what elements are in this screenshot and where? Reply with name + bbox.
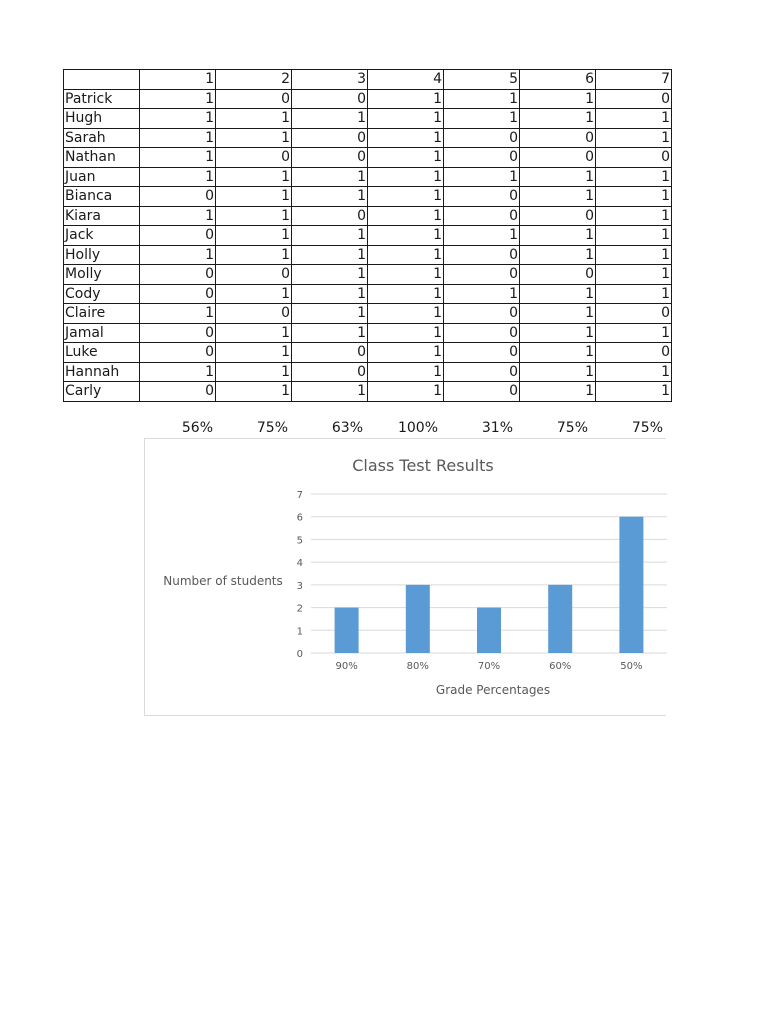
- score-cell[interactable]: 0: [140, 265, 216, 285]
- score-cell[interactable]: 1: [368, 89, 444, 109]
- score-cell[interactable]: 1: [216, 343, 292, 363]
- table-row: [64, 89, 672, 109]
- score-cell[interactable]: 1: [596, 109, 672, 129]
- x-tick-label: 90%: [335, 661, 358, 672]
- table-row: [64, 245, 672, 265]
- score-cell[interactable]: 1: [368, 206, 444, 226]
- score-cell[interactable]: 1: [292, 284, 368, 304]
- y-tick-label: 6: [296, 512, 303, 524]
- score-cell[interactable]: 0: [216, 89, 292, 109]
- score-cell[interactable]: 1: [216, 284, 292, 304]
- score-cell[interactable]: 1: [292, 382, 368, 402]
- score-cell[interactable]: 1: [140, 245, 216, 265]
- chart-area[interactable]: [144, 438, 666, 716]
- score-cell[interactable]: 1: [140, 128, 216, 148]
- student-name-cell[interactable]: Luke: [64, 343, 140, 363]
- score-cell[interactable]: 0: [596, 89, 672, 109]
- score-cell[interactable]: 1: [520, 167, 596, 187]
- table-row: [64, 362, 672, 382]
- score-cell[interactable]: 1: [444, 109, 520, 129]
- score-cell[interactable]: 1: [520, 323, 596, 343]
- percentage-cell[interactable]: 63%: [331, 420, 363, 436]
- bar[interactable]: [619, 517, 643, 653]
- table-row: [64, 187, 672, 207]
- table-row: [64, 148, 672, 168]
- score-cell[interactable]: 1: [216, 382, 292, 402]
- percentage-cell[interactable]: 31%: [481, 420, 513, 436]
- bar[interactable]: [335, 608, 359, 653]
- percentage-cell[interactable]: 75%: [556, 420, 588, 436]
- score-cell[interactable]: 1: [216, 187, 292, 207]
- score-cell[interactable]: 1: [368, 284, 444, 304]
- score-cell[interactable]: 1: [520, 343, 596, 363]
- y-tick-label: 1: [296, 626, 303, 638]
- y-tick-label: 4: [296, 558, 303, 570]
- score-cell[interactable]: 1: [368, 226, 444, 246]
- score-cell[interactable]: 1: [596, 167, 672, 187]
- score-cell[interactable]: 1: [216, 109, 292, 129]
- score-cell[interactable]: 1: [368, 304, 444, 324]
- score-cell[interactable]: 1: [444, 284, 520, 304]
- score-cell[interactable]: 1: [292, 245, 368, 265]
- y-tick-label: 7: [296, 490, 303, 501]
- score-cell[interactable]: 1: [596, 323, 672, 343]
- score-cell[interactable]: 1: [520, 362, 596, 382]
- chart-title: Class Test Results: [352, 456, 494, 475]
- score-cell[interactable]: 1: [216, 167, 292, 187]
- score-cell[interactable]: 0: [140, 284, 216, 304]
- score-cell[interactable]: 1: [368, 167, 444, 187]
- student-name-cell[interactable]: Molly: [64, 265, 140, 285]
- header-question-cell[interactable]: 5: [444, 70, 520, 90]
- header-row: [64, 70, 672, 90]
- score-cell[interactable]: 0: [596, 304, 672, 324]
- score-cell[interactable]: 0: [292, 128, 368, 148]
- bar-chart: [145, 439, 667, 717]
- student-name-cell[interactable]: Patrick: [64, 89, 140, 109]
- score-cell[interactable]: 0: [596, 148, 672, 168]
- header-question-cell[interactable]: 7: [596, 70, 672, 90]
- table-row: [64, 284, 672, 304]
- score-cell[interactable]: 0: [140, 323, 216, 343]
- score-cell[interactable]: 1: [292, 109, 368, 129]
- score-cell[interactable]: 1: [596, 265, 672, 285]
- score-cell[interactable]: 1: [596, 206, 672, 226]
- student-name-cell[interactable]: Nathan: [64, 148, 140, 168]
- student-name-cell[interactable]: Kiara: [64, 206, 140, 226]
- student-name-cell[interactable]: Jamal: [64, 323, 140, 343]
- score-cell[interactable]: 0: [444, 206, 520, 226]
- score-cell[interactable]: 1: [368, 265, 444, 285]
- score-cell[interactable]: 1: [444, 226, 520, 246]
- score-cell[interactable]: 1: [596, 284, 672, 304]
- score-cell[interactable]: 1: [292, 226, 368, 246]
- score-cell[interactable]: 1: [368, 245, 444, 265]
- x-tick-label: 80%: [406, 661, 429, 672]
- score-cell[interactable]: 0: [292, 148, 368, 168]
- score-cell[interactable]: 0: [520, 148, 596, 168]
- header-question-cell[interactable]: 1: [140, 70, 216, 90]
- student-name-cell[interactable]: Jack: [64, 226, 140, 246]
- x-axis-label: Grade Percentages: [435, 683, 551, 697]
- score-cell[interactable]: 1: [292, 265, 368, 285]
- score-cell[interactable]: 0: [140, 382, 216, 402]
- score-cell[interactable]: 1: [596, 362, 672, 382]
- score-cell[interactable]: 0: [140, 343, 216, 363]
- header-question-cell[interactable]: 6: [520, 70, 596, 90]
- score-cell[interactable]: 1: [596, 187, 672, 207]
- score-cell[interactable]: 1: [368, 148, 444, 168]
- percentage-row: [138, 420, 663, 438]
- student-name-cell[interactable]: Carly: [64, 382, 140, 402]
- table-row: [64, 109, 672, 129]
- score-cell[interactable]: 1: [520, 304, 596, 324]
- score-cell[interactable]: 1: [140, 362, 216, 382]
- score-cell[interactable]: 1: [140, 148, 216, 168]
- score-cell[interactable]: 0: [444, 304, 520, 324]
- score-cell[interactable]: 1: [596, 245, 672, 265]
- score-cell[interactable]: 0: [520, 128, 596, 148]
- score-cell[interactable]: 1: [520, 245, 596, 265]
- table-row: [64, 304, 672, 324]
- results-table: [63, 69, 672, 402]
- score-cell[interactable]: 1: [520, 89, 596, 109]
- score-cell[interactable]: 1: [292, 323, 368, 343]
- score-cell[interactable]: 0: [444, 265, 520, 285]
- score-cell[interactable]: 1: [292, 167, 368, 187]
- score-cell[interactable]: 0: [444, 245, 520, 265]
- student-name-cell[interactable]: Cody: [64, 284, 140, 304]
- score-cell[interactable]: 1: [368, 343, 444, 363]
- table-row: [64, 265, 672, 285]
- score-cell[interactable]: 1: [216, 323, 292, 343]
- student-name-cell[interactable]: Juan: [64, 167, 140, 187]
- x-tick-label: 50%: [620, 661, 643, 672]
- score-cell[interactable]: 0: [292, 89, 368, 109]
- score-cell[interactable]: 1: [596, 128, 672, 148]
- student-name-cell[interactable]: Sarah: [64, 128, 140, 148]
- score-cell[interactable]: 0: [292, 362, 368, 382]
- score-cell[interactable]: 1: [292, 304, 368, 324]
- score-cell[interactable]: 1: [520, 284, 596, 304]
- table-row: [64, 323, 672, 343]
- score-cell[interactable]: 1: [216, 206, 292, 226]
- score-cell[interactable]: 1: [140, 109, 216, 129]
- table-row: [64, 206, 672, 226]
- score-cell[interactable]: 1: [140, 206, 216, 226]
- score-cell[interactable]: 0: [444, 382, 520, 402]
- score-cell[interactable]: 1: [368, 128, 444, 148]
- score-cell[interactable]: 0: [444, 343, 520, 363]
- y-tick-label: 5: [296, 535, 303, 547]
- score-cell[interactable]: 1: [368, 187, 444, 207]
- score-cell[interactable]: 1: [444, 167, 520, 187]
- score-cell[interactable]: 1: [368, 109, 444, 129]
- header-question-cell[interactable]: 4: [368, 70, 444, 90]
- score-cell[interactable]: 1: [520, 187, 596, 207]
- score-cell[interactable]: 1: [596, 226, 672, 246]
- score-cell[interactable]: 0: [140, 226, 216, 246]
- student-name-cell[interactable]: Holly: [64, 245, 140, 265]
- score-cell[interactable]: 0: [596, 343, 672, 363]
- y-tick-label: 0: [296, 649, 303, 660]
- percentage-cell[interactable]: 100%: [397, 420, 438, 436]
- score-cell[interactable]: 1: [520, 109, 596, 129]
- score-cell[interactable]: 0: [292, 206, 368, 226]
- score-cell[interactable]: 0: [444, 362, 520, 382]
- table-row: [64, 167, 672, 187]
- table-row: [64, 382, 672, 402]
- student-name-cell[interactable]: Claire: [64, 304, 140, 324]
- score-cell[interactable]: 1: [520, 226, 596, 246]
- score-cell[interactable]: 0: [216, 148, 292, 168]
- table-row: [64, 226, 672, 246]
- y-tick-label: 2: [296, 603, 303, 615]
- x-tick-label: 70%: [477, 661, 501, 672]
- student-name-cell[interactable]: Hugh: [64, 109, 140, 129]
- score-cell[interactable]: 1: [520, 382, 596, 402]
- score-cell[interactable]: 1: [368, 323, 444, 343]
- score-cell[interactable]: 1: [140, 89, 216, 109]
- percentage-cell[interactable]: 56%: [181, 420, 213, 436]
- table-row: [64, 128, 672, 148]
- score-cell[interactable]: 0: [520, 265, 596, 285]
- table-row: [64, 343, 672, 363]
- score-cell[interactable]: 0: [444, 148, 520, 168]
- score-cell[interactable]: 1: [216, 362, 292, 382]
- score-cell[interactable]: 1: [596, 382, 672, 402]
- score-cell[interactable]: 0: [216, 304, 292, 324]
- score-cell[interactable]: 0: [520, 206, 596, 226]
- score-cell[interactable]: 1: [216, 128, 292, 148]
- percentage-cell[interactable]: 75%: [631, 420, 663, 436]
- score-cell[interactable]: 1: [292, 187, 368, 207]
- score-cell[interactable]: 1: [216, 226, 292, 246]
- score-cell[interactable]: 1: [140, 304, 216, 324]
- header-question-cell[interactable]: 2: [216, 70, 292, 90]
- score-cell[interactable]: 1: [444, 89, 520, 109]
- bar[interactable]: [406, 585, 430, 653]
- y-axis-label: Number of students: [163, 574, 283, 588]
- y-tick-label: 3: [296, 580, 303, 592]
- score-cell[interactable]: 1: [368, 362, 444, 382]
- student-name-cell[interactable]: Bianca: [64, 187, 140, 207]
- score-cell[interactable]: 0: [140, 187, 216, 207]
- score-cell[interactable]: 1: [140, 167, 216, 187]
- bar[interactable]: [477, 608, 501, 653]
- score-cell[interactable]: 0: [216, 265, 292, 285]
- header-corner-cell[interactable]: [64, 70, 140, 90]
- header-question-cell[interactable]: 3: [292, 70, 368, 90]
- percentage-cell[interactable]: 75%: [256, 420, 288, 436]
- student-name-cell[interactable]: Hannah: [64, 362, 140, 382]
- bar[interactable]: [548, 585, 572, 653]
- score-cell[interactable]: 0: [292, 343, 368, 363]
- score-cell[interactable]: 0: [444, 128, 520, 148]
- score-cell[interactable]: 0: [444, 323, 520, 343]
- score-cell[interactable]: 0: [444, 187, 520, 207]
- score-cell[interactable]: 1: [216, 245, 292, 265]
- score-cell[interactable]: 1: [368, 382, 444, 402]
- x-tick-label: 60%: [549, 661, 572, 672]
